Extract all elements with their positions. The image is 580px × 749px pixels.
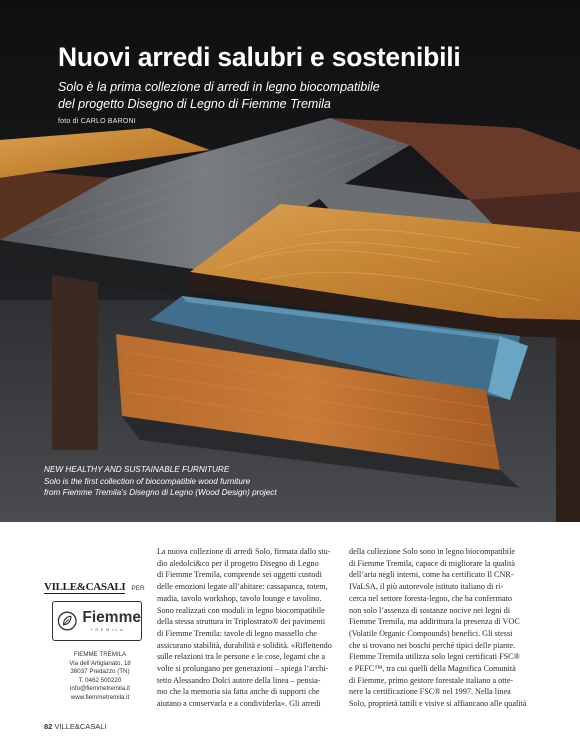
- body-column-1: [157, 546, 338, 710]
- body-line: Fiemme Tremila, ma addirittura la presenza di VOC: [349, 617, 520, 627]
- body-line: sulle relazioni tra le persone e le cose, legami che a: [157, 652, 325, 662]
- subtitle-line: del progetto Disegno di Legno di Fiemme Tremila: [58, 97, 331, 111]
- fiemme-leaf-icon: [57, 610, 77, 632]
- contact-website[interactable]: www.fiemmetremila.it: [70, 693, 130, 701]
- body-line: (Volatile Organic Compounds) benefici. Gli stessi: [349, 628, 513, 638]
- body-line: di Fiemme Tremila: tavole di legno massello che: [157, 628, 317, 638]
- body-line: mo che la memoria sia fatta anche di supporti che: [157, 687, 320, 697]
- body-line: tetto Alessandro Dolci autore della linea – pensia-: [157, 675, 321, 685]
- body-line: di Fiemme, primo gestore forestale italiano a otte-: [349, 675, 514, 685]
- caption-line: NEW HEALTHY AND SUSTAINABLE FURNITURE: [44, 465, 230, 474]
- body-line: IVaLSA, il più autorevole istituto italiano di ri-: [349, 582, 504, 592]
- contact-city: 38037 Predazzo (TN): [70, 668, 130, 676]
- sponsor-header: [44, 582, 144, 594]
- photo-caption: [44, 464, 344, 499]
- body-line: dell’aria negli interni, come ha certificato Il CNR-: [349, 570, 514, 580]
- body-line: della collezione Solo sono in legno biocompatibile: [349, 547, 515, 556]
- footer-magazine: VILLE&CASALI: [54, 722, 107, 731]
- body-line: Solo, proprietà tattili e visive si affiancano alle qualità: [349, 699, 527, 709]
- body-line: e PEFC™, tra cui quelli della Magnifica Comunità: [349, 664, 516, 674]
- body-line: nere la certificazione FSC® nel 1997. Nella linea: [349, 687, 511, 697]
- caption-line: Solo is the first collection of biocompatible wood furniture: [44, 476, 251, 486]
- body-line: dio aledolci&co per il progetto Disegno di Legno: [157, 558, 319, 568]
- body-line: Fiemme Tremila utilizza solo legni certificati FSC®: [349, 652, 520, 662]
- contact-address: Via dell’Artigianato, 18: [69, 659, 131, 667]
- caption-line: from Fiemme Tremila’s Disegno di Legno (Wood Design) project: [44, 488, 277, 497]
- brand-sub: TREMILA: [90, 627, 126, 632]
- body-line: assicurano stabilità, durabilità e solidità. «Riflettendo: [157, 640, 332, 650]
- table-leg-right: [556, 330, 580, 522]
- body-line: aiutano a conservarla e a condividerla». Gli arredi: [157, 699, 321, 709]
- body-line: volte si prolungano per generazioni – spiega l’archi-: [157, 664, 329, 674]
- body-line: Sono realizzati con moduli in legno biocompatibile: [157, 605, 325, 615]
- table-leg-left: [52, 270, 98, 450]
- brand-name: Fiemme: [82, 609, 141, 626]
- page-number: 82: [44, 722, 53, 731]
- contact-email[interactable]: info@fiemmetremila.it: [70, 685, 130, 693]
- body-line: di Fiemme Tremila, comprende sei oggetti custodi: [157, 570, 322, 580]
- photo-credit: foto di CARLO BARONI: [58, 118, 136, 125]
- contact-phone: T. 0462 500220: [78, 676, 122, 684]
- article-title: Nuovi arredi salubri e sostenibili: [58, 42, 461, 72]
- body-line: di Fiemme Tremila, capace di migliorare la qualità: [349, 558, 515, 568]
- subtitle-line: Solo è la prima collezione di arredi in legno biocompatibile: [58, 80, 380, 94]
- body-line: della stessa struttura in Triplostrato® dei pavimenti: [157, 617, 326, 627]
- magazine-logo: VILLE&CASALI: [44, 581, 126, 593]
- fiemme-wordmark: [82, 610, 141, 632]
- fiemme-tremila-logo: [52, 601, 142, 641]
- sponsor-contact: [44, 651, 156, 703]
- article-subtitle: [58, 79, 478, 113]
- body-line: madia, tavolo workshop, tavolo lounge e tavolino.: [157, 593, 322, 603]
- page-footer: [44, 722, 107, 731]
- body-column-2: [349, 546, 530, 710]
- per-label: PER: [131, 584, 145, 592]
- body-line: non solo l’assenza di sostanze nocive nei legni di: [349, 605, 510, 615]
- contact-company: FIEMME TREMILA: [73, 651, 127, 658]
- body-line: cerca nel settore foresta-legno, che ha confermato: [349, 593, 512, 603]
- body-line: La nuova collezione di arredi Solo, firmata dallo stu-: [157, 547, 331, 556]
- body-line: delle emozioni legate all’abitare: cassapanca, totem,: [157, 582, 328, 592]
- body-line: che si trovano nei boschi perché tipici delle piante.: [349, 640, 516, 650]
